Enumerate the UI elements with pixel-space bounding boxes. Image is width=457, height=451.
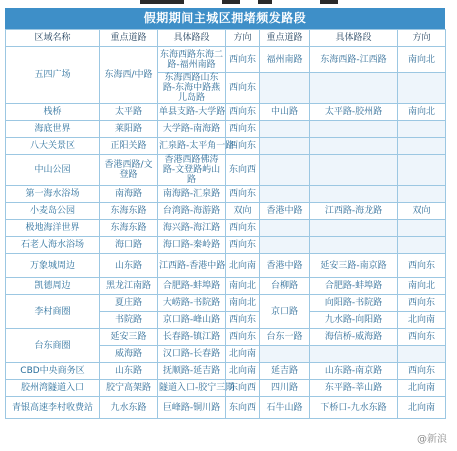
cell-dir2: 西向东 <box>398 329 446 346</box>
cell-area: CBD中央商务区 <box>6 363 100 380</box>
cell-road1: 海口路 <box>100 237 158 254</box>
cell-road2: 石牛山路 <box>260 397 310 419</box>
cell-road2 <box>260 138 310 155</box>
cell-seg2: 九水路-向阳路 <box>310 312 398 329</box>
cell-seg2: 东海西路-江西路 <box>310 47 398 73</box>
header-dir1: 方向 <box>226 30 260 47</box>
header-seg1: 具体路段 <box>158 30 226 47</box>
cell-dir2 <box>398 138 446 155</box>
cell-dir1: 东向西 <box>226 155 260 186</box>
cell-seg2: 江西路-海龙路 <box>310 203 398 220</box>
cell-seg2: 延安三路-南京路 <box>310 254 398 278</box>
cell-seg2 <box>310 237 398 254</box>
header-dir2: 方向 <box>398 30 446 47</box>
table-row <box>6 186 446 203</box>
cell-seg2 <box>310 138 398 155</box>
cell-road1: 书院路 <box>100 312 158 329</box>
cell-road2: 京口路 <box>260 295 310 329</box>
cell-road1: 正阳关路 <box>100 138 158 155</box>
cell-dir2: 北向南 <box>398 397 446 419</box>
cell-road2: 台柳路 <box>260 278 310 295</box>
cell-seg1: 海兴路-海江路 <box>158 220 226 237</box>
header-road2: 重点道路 <box>260 30 310 47</box>
cell-dir1: 西向东 <box>226 186 260 203</box>
cell-seg1: 东海西路山东路-东海中路燕儿岛路 <box>158 73 226 104</box>
cell-seg1: 巨峰路-铜川路 <box>158 397 226 419</box>
cell-area: 青银高速李村收费站 <box>6 397 100 419</box>
table-row <box>6 363 446 380</box>
cell-road2 <box>260 186 310 203</box>
cell-road1: 东海东路 <box>100 203 158 220</box>
cell-dir2 <box>398 155 446 186</box>
table-row <box>6 397 446 419</box>
table-row <box>6 254 446 278</box>
cell-seg1: 抚顺路-延吉路 <box>158 363 226 380</box>
cell-dir1: 西向东 <box>226 73 260 104</box>
cell-seg2: 下桥口-九水东路 <box>310 397 398 419</box>
cell-dir2 <box>398 346 446 363</box>
table-row <box>6 138 446 155</box>
cell-seg1: 南海路-汇泉路 <box>158 186 226 203</box>
cell-area: 栈桥 <box>6 104 100 121</box>
cell-dir1: 北向南 <box>226 254 260 278</box>
cell-dir2 <box>398 237 446 254</box>
cell-dir2: 南向北 <box>398 47 446 73</box>
cell-seg1: 东海西路东海二路-福州南路 <box>158 47 226 73</box>
cell-road2: 香港中路 <box>260 254 310 278</box>
cell-dir1: 东向西 <box>226 380 260 397</box>
cell-road2: 延吉路 <box>260 363 310 380</box>
cell-seg2: 太平路-胶州路 <box>310 104 398 121</box>
cell-seg2 <box>310 220 398 237</box>
header-row <box>6 30 446 47</box>
cell-dir1: 南向北 <box>226 295 260 312</box>
cell-dir2 <box>398 186 446 203</box>
cell-road1: 夏庄路 <box>100 295 158 312</box>
table-row <box>6 203 446 220</box>
cell-seg2: 海信桥-威海路 <box>310 329 398 346</box>
cell-dir1: 西向东 <box>226 220 260 237</box>
header-seg2: 具体路段 <box>310 30 398 47</box>
table-row <box>6 47 446 73</box>
cell-dir1: 西向东 <box>226 312 260 329</box>
cell-dir1: 南向北 <box>226 278 260 295</box>
cell-road1: 延安三路 <box>100 329 158 346</box>
cell-road1: 太平路 <box>100 104 158 121</box>
cell-road1: 山东路 <box>100 363 158 380</box>
cell-area: 胶州湾隧道入口 <box>6 380 100 397</box>
cell-road2: 福州南路 <box>260 47 310 73</box>
cell-dir1: 东向西 <box>226 397 260 419</box>
cell-road2: 台东一路 <box>260 329 310 346</box>
cell-road2 <box>260 73 310 104</box>
cell-road1: 香港西路/文登路 <box>100 155 158 186</box>
cell-road1: 莱阳路 <box>100 121 158 138</box>
table-row <box>6 278 446 295</box>
cell-seg1: 江西路-香港中路 <box>158 254 226 278</box>
cell-seg2: 山东路-南京路 <box>310 363 398 380</box>
cell-seg2 <box>310 73 398 104</box>
table-row <box>6 295 446 312</box>
cell-dir2: 西向东 <box>398 295 446 312</box>
cell-road1: 胶宁高架路 <box>100 380 158 397</box>
cell-dir2 <box>398 220 446 237</box>
cell-seg1: 大学路-南海路 <box>158 121 226 138</box>
cell-seg1: 台湾路-海游路 <box>158 203 226 220</box>
cell-dir2 <box>398 121 446 138</box>
cell-dir1: 西向东 <box>226 237 260 254</box>
cell-dir1: 北向南 <box>226 346 260 363</box>
header-road1: 重点道路 <box>100 30 158 47</box>
cell-road1: 黑龙江南路 <box>100 278 158 295</box>
table-row <box>6 329 446 346</box>
cell-dir1: 西向东 <box>226 329 260 346</box>
cell-road2 <box>260 220 310 237</box>
cell-seg2 <box>310 186 398 203</box>
cell-road2 <box>260 346 310 363</box>
cell-seg1: 单县支路-大学路 <box>158 104 226 121</box>
cell-area: 海底世界 <box>6 121 100 138</box>
cell-seg2: 东平路-莘山路 <box>310 380 398 397</box>
table-row <box>6 104 446 121</box>
cell-road2 <box>260 155 310 186</box>
cell-road1: 东海东路 <box>100 220 158 237</box>
cell-dir1: 双向 <box>226 203 260 220</box>
cell-dir1: 西向东 <box>226 121 260 138</box>
cell-road2: 四川路 <box>260 380 310 397</box>
cell-road2: 香港中路 <box>260 203 310 220</box>
cell-seg2 <box>310 155 398 186</box>
cell-road2 <box>260 237 310 254</box>
cell-road2: 中山路 <box>260 104 310 121</box>
cell-seg1: 京口路-峰山路 <box>158 312 226 329</box>
cell-road1: 东海西/中路 <box>100 47 158 104</box>
cell-dir2: 双向 <box>398 203 446 220</box>
cell-area: 李村商圈 <box>6 295 100 329</box>
cell-dir2: 西向东 <box>398 254 446 278</box>
cell-area: 五四广场 <box>6 47 100 104</box>
cell-seg2 <box>310 121 398 138</box>
cell-area: 小麦岛公园 <box>6 203 100 220</box>
cell-area: 八大关景区 <box>6 138 100 155</box>
cell-dir2: 南向北 <box>398 278 446 295</box>
cell-seg1: 香港西路佛涛路-文登路屿山路 <box>158 155 226 186</box>
cell-dir2: 北向南 <box>398 312 446 329</box>
watermark: @新浪 <box>417 434 447 445</box>
table-row <box>6 380 446 397</box>
table-row <box>6 121 446 138</box>
cell-dir2: 北向南 <box>398 380 446 397</box>
cell-area: 极地海洋世界 <box>6 220 100 237</box>
table-title: 假期期间主城区拥堵频发路段 <box>5 8 445 29</box>
cell-dir2: 南向北 <box>398 104 446 121</box>
header-area: 区域名称 <box>6 30 100 47</box>
cell-seg1: 海口路-秦岭路 <box>158 237 226 254</box>
cell-seg1: 隧道入口-胶宁三期 <box>158 380 226 397</box>
cell-road2 <box>260 121 310 138</box>
cell-road1: 南海路 <box>100 186 158 203</box>
cell-dir1: 西向东 <box>226 47 260 73</box>
cell-dir2: 西向东 <box>398 363 446 380</box>
cell-seg2: 向阳路-书院路 <box>310 295 398 312</box>
cell-area: 台东商圈 <box>6 329 100 363</box>
cell-road1: 九水东路 <box>100 397 158 419</box>
cell-seg2 <box>310 346 398 363</box>
cell-dir1: 西向东 <box>226 104 260 121</box>
cell-seg1: 长春路-镇江路 <box>158 329 226 346</box>
cell-area: 中山公园 <box>6 155 100 186</box>
cell-seg1: 大崂路-书院路 <box>158 295 226 312</box>
cell-seg1: 汇泉路-太平角一路 <box>158 138 226 155</box>
cell-area: 凯德周边 <box>6 278 100 295</box>
table-row <box>6 220 446 237</box>
table-row <box>6 237 446 254</box>
cell-dir1: 北向南 <box>226 363 260 380</box>
document-sheet <box>5 8 445 419</box>
congestion-table <box>5 29 446 419</box>
cell-road1: 山东路 <box>100 254 158 278</box>
cell-dir1: 西向东 <box>226 138 260 155</box>
cell-area: 石老人海水浴场 <box>6 237 100 254</box>
cell-dir2 <box>398 73 446 104</box>
cell-seg1: 合肥路-蚌埠路 <box>158 278 226 295</box>
cell-seg2: 合肥路-蚌埠路 <box>310 278 398 295</box>
cell-area: 第一海水浴场 <box>6 186 100 203</box>
table-row <box>6 155 446 186</box>
cell-road1: 威海路 <box>100 346 158 363</box>
cell-area: 万象城周边 <box>6 254 100 278</box>
cell-seg1: 汉口路-长春路 <box>158 346 226 363</box>
